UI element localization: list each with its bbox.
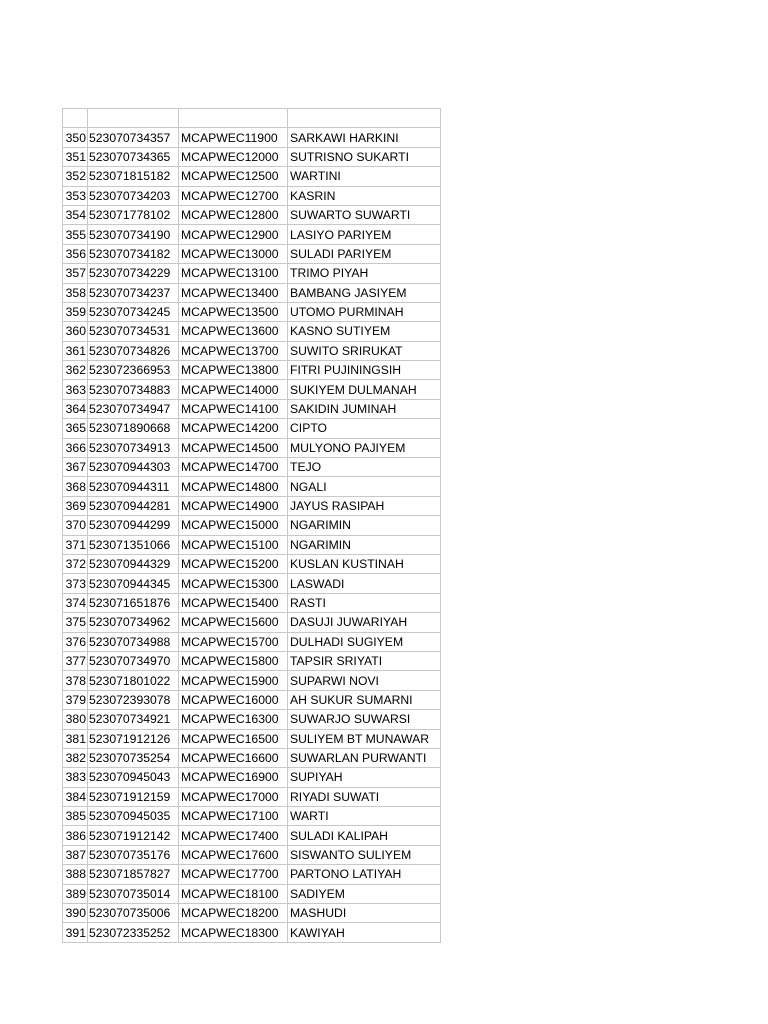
name-cell: DULHADI SUGIYEM [288,632,441,651]
table-header-row [63,109,441,128]
name-cell: KASNO SUTIYEM [288,322,441,341]
name-cell: NGARIMIN [288,516,441,535]
code-cell: MCAPWEC14800 [179,477,288,496]
code-cell: MCAPWEC14900 [179,496,288,515]
code-cell: MCAPWEC11900 [179,128,288,147]
table-row [63,651,441,670]
id-number-cell: 523071890668 [88,419,179,438]
table-row [63,283,441,302]
table-row [63,613,441,632]
code-cell: MCAPWEC15200 [179,554,288,573]
row-number-cell: 370 [63,516,88,535]
row-number-cell: 377 [63,651,88,670]
name-cell: LASWADI [288,574,441,593]
code-cell: MCAPWEC16900 [179,768,288,787]
name-cell: JAYUS RASIPAH [288,496,441,515]
code-cell: MCAPWEC13600 [179,322,288,341]
id-number-cell: 523070735006 [88,904,179,923]
header-cell-no [63,109,88,128]
name-cell: SARKAWI HARKINI [288,128,441,147]
name-cell: NGARIMIN [288,535,441,554]
code-cell: MCAPWEC15900 [179,671,288,690]
table-body [63,109,441,943]
code-cell: MCAPWEC17400 [179,826,288,845]
code-cell: MCAPWEC17600 [179,845,288,864]
code-cell: MCAPWEC13000 [179,244,288,263]
row-number-cell: 375 [63,613,88,632]
table-row [63,768,441,787]
name-cell: FITRI PUJININGSIH [288,361,441,380]
row-number-cell: 391 [63,923,88,942]
table-row [63,923,441,942]
name-cell: SUWARLAN PURWANTI [288,748,441,767]
table-row [63,632,441,651]
id-number-cell: 523070735176 [88,845,179,864]
code-cell: MCAPWEC14500 [179,438,288,457]
id-number-cell: 523070944345 [88,574,179,593]
code-cell: MCAPWEC18100 [179,884,288,903]
row-number-cell: 357 [63,264,88,283]
code-cell: MCAPWEC15600 [179,613,288,632]
id-number-cell: 523070944311 [88,477,179,496]
id-number-cell: 523070944281 [88,496,179,515]
row-number-cell: 354 [63,205,88,224]
code-cell: MCAPWEC13800 [179,361,288,380]
id-number-cell: 523070734531 [88,322,179,341]
id-number-cell: 523071857827 [88,865,179,884]
id-number-cell: 523070734988 [88,632,179,651]
name-cell: SUWARJO SUWARSI [288,710,441,729]
name-cell: TRIMO PIYAH [288,264,441,283]
row-number-cell: 362 [63,361,88,380]
id-number-cell: 523070734203 [88,186,179,205]
table-row [63,826,441,845]
row-number-cell: 387 [63,845,88,864]
name-cell: SULADI PARIYEM [288,244,441,263]
id-number-cell: 523071801022 [88,671,179,690]
name-cell: KAWIYAH [288,923,441,942]
row-number-cell: 388 [63,865,88,884]
row-number-cell: 379 [63,690,88,709]
row-number-cell: 358 [63,283,88,302]
id-number-cell: 523070734229 [88,264,179,283]
id-number-cell: 523070734962 [88,613,179,632]
name-cell: CIPTO [288,419,441,438]
code-cell: MCAPWEC16500 [179,729,288,748]
name-cell: RASTI [288,593,441,612]
name-cell: UTOMO PURMINAH [288,302,441,321]
name-cell: SUWARTO SUWARTI [288,205,441,224]
id-number-cell: 523070944303 [88,458,179,477]
table-row [63,225,441,244]
table-row [63,477,441,496]
id-number-cell: 523070945035 [88,807,179,826]
id-number-cell: 523071912159 [88,787,179,806]
name-cell: TEJO [288,458,441,477]
table-row [63,399,441,418]
id-number-cell: 523070944329 [88,554,179,573]
id-number-cell: 523070944299 [88,516,179,535]
code-cell: MCAPWEC12500 [179,167,288,186]
code-cell: MCAPWEC17700 [179,865,288,884]
code-cell: MCAPWEC14200 [179,419,288,438]
name-cell: SUWITO SRIRUKAT [288,341,441,360]
table-row [63,748,441,767]
row-number-cell: 369 [63,496,88,515]
name-cell: BAMBANG JASIYEM [288,283,441,302]
code-cell: MCAPWEC15000 [179,516,288,535]
row-number-cell: 368 [63,477,88,496]
id-number-cell: 523071651876 [88,593,179,612]
id-number-cell: 523070734357 [88,128,179,147]
table-row [63,302,441,321]
name-cell: NGALI [288,477,441,496]
name-cell: TAPSIR SRIYATI [288,651,441,670]
id-number-cell: 523070945043 [88,768,179,787]
name-cell: SULADI KALIPAH [288,826,441,845]
code-cell: MCAPWEC12800 [179,205,288,224]
table-row [63,690,441,709]
row-number-cell: 356 [63,244,88,263]
row-number-cell: 366 [63,438,88,457]
table-row [63,496,441,515]
row-number-cell: 352 [63,167,88,186]
id-number-cell: 523070734245 [88,302,179,321]
header-cell-code [179,109,288,128]
table-row [63,710,441,729]
id-number-cell: 523071351066 [88,535,179,554]
code-cell: MCAPWEC14100 [179,399,288,418]
code-cell: MCAPWEC15300 [179,574,288,593]
row-number-cell: 376 [63,632,88,651]
table-row [63,361,441,380]
table-row [63,865,441,884]
name-cell: DASUJI JUWARIYAH [288,613,441,632]
row-number-cell: 386 [63,826,88,845]
id-number-cell: 523071815182 [88,167,179,186]
name-cell: SAKIDIN JUMINAH [288,399,441,418]
code-cell: MCAPWEC15800 [179,651,288,670]
code-cell: MCAPWEC12700 [179,186,288,205]
code-cell: MCAPWEC18200 [179,904,288,923]
code-cell: MCAPWEC18300 [179,923,288,942]
id-number-cell: 523070734365 [88,147,179,166]
code-cell: MCAPWEC13400 [179,283,288,302]
code-cell: MCAPWEC13500 [179,302,288,321]
row-number-cell: 389 [63,884,88,903]
id-number-cell: 523072335252 [88,923,179,942]
code-cell: MCAPWEC16600 [179,748,288,767]
id-number-cell: 523071912142 [88,826,179,845]
table-row [63,845,441,864]
row-number-cell: 353 [63,186,88,205]
id-number-cell: 523072393078 [88,690,179,709]
table-row [63,419,441,438]
name-cell: PARTONO LATIYAH [288,865,441,884]
table-row [63,264,441,283]
name-cell: SADIYEM [288,884,441,903]
table-row [63,147,441,166]
code-cell: MCAPWEC12900 [179,225,288,244]
code-cell: MCAPWEC12000 [179,147,288,166]
id-number-cell: 523070734913 [88,438,179,457]
name-cell: SULIYEM BT MUNAWAR [288,729,441,748]
header-cell-name [288,109,441,128]
name-cell: LASIYO PARIYEM [288,225,441,244]
table-row [63,729,441,748]
row-number-cell: 364 [63,399,88,418]
name-cell: MASHUDI [288,904,441,923]
id-number-cell: 523070734947 [88,399,179,418]
id-number-cell: 523070734883 [88,380,179,399]
name-cell: KUSLAN KUSTINAH [288,554,441,573]
table-row [63,205,441,224]
id-number-cell: 523071778102 [88,205,179,224]
id-number-cell: 523070734921 [88,710,179,729]
code-cell: MCAPWEC16000 [179,690,288,709]
row-number-cell: 383 [63,768,88,787]
row-number-cell: 351 [63,147,88,166]
row-number-cell: 390 [63,904,88,923]
name-cell: RIYADI SUWATI [288,787,441,806]
id-number-cell: 523070734970 [88,651,179,670]
table-row [63,458,441,477]
row-number-cell: 371 [63,535,88,554]
table-row [63,884,441,903]
row-number-cell: 373 [63,574,88,593]
id-number-cell: 523070734182 [88,244,179,263]
table-row [63,535,441,554]
table-row [63,904,441,923]
code-cell: MCAPWEC15100 [179,535,288,554]
row-number-cell: 382 [63,748,88,767]
row-number-cell: 381 [63,729,88,748]
row-number-cell: 355 [63,225,88,244]
header-cell-id [88,109,179,128]
row-number-cell: 359 [63,302,88,321]
table-row [63,244,441,263]
row-number-cell: 361 [63,341,88,360]
name-cell: MULYONO PAJIYEM [288,438,441,457]
table-row [63,438,441,457]
name-cell: KASRIN [288,186,441,205]
code-cell: MCAPWEC17100 [179,807,288,826]
table-row [63,516,441,535]
name-cell: SUKIYEM DULMANAH [288,380,441,399]
id-number-cell: 523072366953 [88,361,179,380]
table-row [63,807,441,826]
id-number-cell: 523070734237 [88,283,179,302]
table-row [63,380,441,399]
name-cell: SUTRISNO SUKARTI [288,147,441,166]
table-row [63,554,441,573]
id-number-cell: 523070734826 [88,341,179,360]
row-number-cell: 365 [63,419,88,438]
table-row [63,593,441,612]
code-cell: MCAPWEC13700 [179,341,288,360]
name-cell: WARTI [288,807,441,826]
row-number-cell: 360 [63,322,88,341]
code-cell: MCAPWEC14000 [179,380,288,399]
table-row [63,186,441,205]
row-number-cell: 374 [63,593,88,612]
row-number-cell: 372 [63,554,88,573]
row-number-cell: 367 [63,458,88,477]
code-cell: MCAPWEC16300 [179,710,288,729]
table-row [63,787,441,806]
id-number-cell: 523070735014 [88,884,179,903]
code-cell: MCAPWEC14700 [179,458,288,477]
id-number-cell: 523070735254 [88,748,179,767]
row-number-cell: 378 [63,671,88,690]
code-cell: MCAPWEC13100 [179,264,288,283]
row-number-cell: 385 [63,807,88,826]
name-cell: SUPARWI NOVI [288,671,441,690]
name-cell: SISWANTO SULIYEM [288,845,441,864]
row-number-cell: 363 [63,380,88,399]
table-row [63,341,441,360]
row-number-cell: 350 [63,128,88,147]
code-cell: MCAPWEC15700 [179,632,288,651]
id-number-cell: 523070734190 [88,225,179,244]
row-number-cell: 384 [63,787,88,806]
name-cell: SUPIYAH [288,768,441,787]
table-row [63,128,441,147]
table-row [63,322,441,341]
code-cell: MCAPWEC17000 [179,787,288,806]
id-number-cell: 523071912126 [88,729,179,748]
data-table [62,108,441,943]
table-row [63,167,441,186]
name-cell: WARTINI [288,167,441,186]
name-cell: AH SUKUR SUMARNI [288,690,441,709]
code-cell: MCAPWEC15400 [179,593,288,612]
table-row [63,574,441,593]
row-number-cell: 380 [63,710,88,729]
table-row [63,671,441,690]
